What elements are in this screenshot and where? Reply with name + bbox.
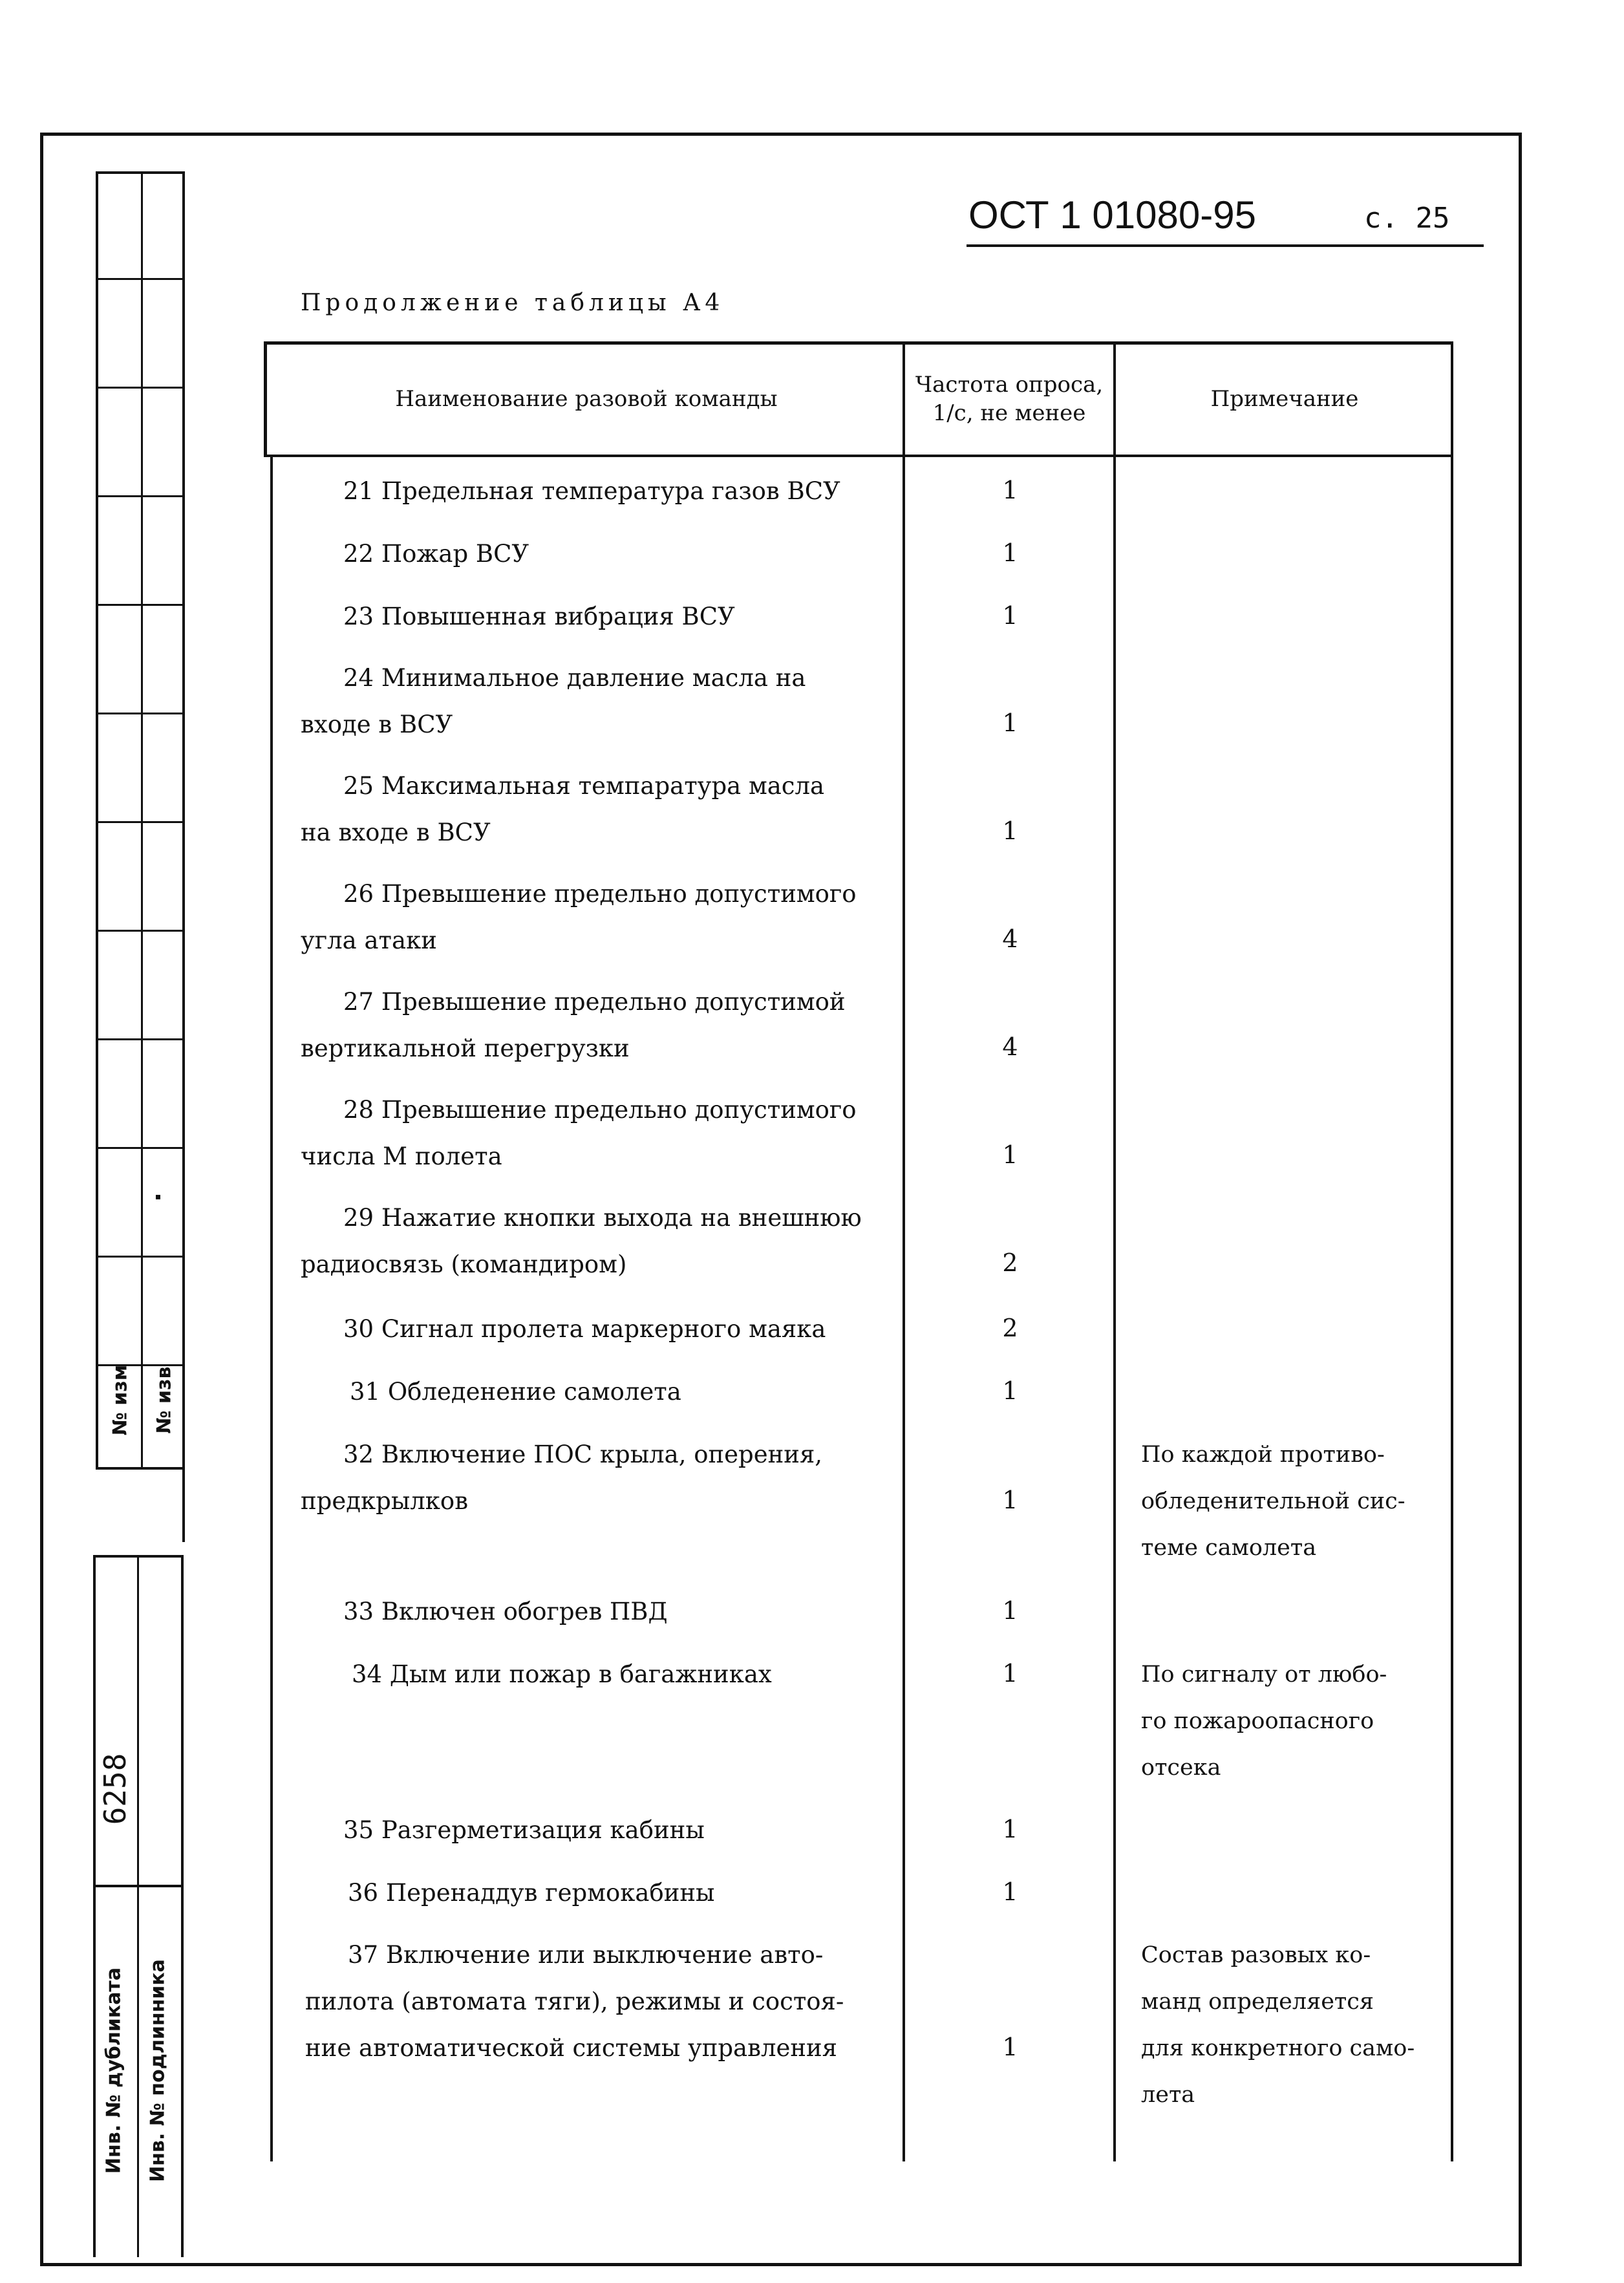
stamp-line: [96, 171, 98, 1467]
row-frequency: 1: [1002, 1141, 1018, 1169]
stamp-line: [96, 278, 182, 280]
stamp-line: [96, 387, 182, 389]
row-command-text: 31 Обледенение самолета: [350, 1378, 681, 1406]
row-frequency: 1: [1002, 1815, 1018, 1843]
row-frequency: 1: [1002, 1878, 1018, 1906]
row-frequency: 1: [1002, 1486, 1018, 1514]
row-command-text: 37 Включение или выключение авто- пилота (автомата тяги), режимы и состоя- ние автоматической системы управления: [305, 1941, 844, 2062]
row-frequency: 4: [1002, 925, 1018, 953]
row-command-text: 32 Включение ПОС крыла, оперения, предкрылков: [301, 1441, 823, 1515]
stamp-line: [93, 1555, 181, 1558]
stamp-line: [181, 1555, 184, 2257]
row-command-text: 35 Разгерметизация кабины: [343, 1816, 705, 1844]
row-command-text: 28 Превышение предельно допустимого числа М полета: [301, 1096, 857, 1170]
stamp-line: [96, 604, 182, 606]
stamp-line: [96, 1467, 182, 1470]
stamp-line: [96, 171, 182, 174]
row-frequency: 1: [1002, 2033, 1018, 2061]
row-command-text: 33 Включен обогрев ПВД: [343, 1598, 668, 1625]
row-command-text: 29 Нажатие кнопки выхода на внешнюю радиосвязь (командиром): [301, 1204, 862, 1278]
row-command-text: 23 Повышенная вибрация ВСУ: [343, 603, 735, 630]
row-command-text: 22 Пожар ВСУ: [343, 540, 529, 568]
row-frequency: 1: [1002, 1596, 1018, 1625]
stamp-line: [137, 1555, 139, 2257]
table-left-border: [264, 341, 267, 455]
stamp-line: [182, 171, 185, 1542]
stamp-line: [96, 1038, 182, 1040]
row-note: Состав разовых ко- манд определяется для конкретного само- лета: [1141, 1942, 1415, 2108]
row-frequency: 1: [1002, 539, 1018, 567]
stamp-line: [93, 1885, 181, 1887]
header-underline: [967, 244, 1484, 247]
stamp-izv-label: № изв: [153, 1366, 176, 1434]
stamp-dot-mark: [156, 1195, 160, 1199]
row-command-text: 21 Предельная температура газов ВСУ: [343, 477, 840, 505]
table-header-border: [264, 455, 1453, 457]
column-header-note: Примечание: [1210, 385, 1359, 412]
stamp-line: [96, 930, 182, 932]
table-caption: Продолжение таблицы А4: [301, 290, 725, 316]
row-frequency: 1: [1002, 817, 1018, 845]
row-command-text: 27 Превышение предельно допустимой вертикальной перегрузки: [301, 988, 846, 1062]
row-frequency: 1: [1002, 1659, 1018, 1688]
stamp-line: [141, 171, 143, 1467]
row-command-text: 30 Сигнал пролета маркерного маяка: [343, 1315, 826, 1343]
stamp-line: [96, 713, 182, 714]
table-left-border: [270, 455, 273, 2161]
table-right-border: [1451, 341, 1453, 2161]
row-frequency: 2: [1002, 1249, 1018, 1277]
page-number: с. 25: [1364, 202, 1450, 235]
row-command-text: 26 Превышение предельно допустимого угла атаки: [301, 880, 857, 954]
stamp-dublikat-label: Инв. № дубликата: [102, 1967, 125, 2174]
stamp-podlinnik-label: Инв. № подлинника: [146, 1959, 169, 2182]
row-frequency: 1: [1002, 601, 1018, 630]
row-frequency: 1: [1002, 709, 1018, 737]
stamp-line: [96, 495, 182, 497]
stamp-line: [96, 1147, 182, 1149]
row-frequency: 2: [1002, 1314, 1018, 1342]
stamp-izm-label: № изм: [109, 1364, 132, 1436]
column-header-command: Наименование разовой команды: [395, 385, 778, 412]
row-command-text: 24 Минимальное давление масла на входе в ВСУ: [301, 664, 806, 738]
row-frequency: 1: [1002, 476, 1018, 504]
stamp-line: [96, 821, 182, 823]
stamp-line: [93, 1555, 96, 2257]
stamp-line: [96, 1256, 182, 1258]
row-frequency: 4: [1002, 1033, 1018, 1061]
column-header-frequency: Частота опроса, 1/с, не менее: [915, 371, 1104, 426]
row-note: По сигналу от любо- го пожароопасного отсека: [1141, 1662, 1387, 1781]
row-note: По каждой противо- обледенительной сис- теме самолета: [1141, 1442, 1405, 1561]
row-command-text: 25 Максимальная темпаратура масла на входе в ВСУ: [301, 772, 825, 846]
podlinnik-number: 6258: [98, 1753, 133, 1825]
document-code: ОСТ 1 01080-95: [968, 193, 1256, 237]
row-command-text: 34 Дым или пожар в багажниках: [352, 1660, 772, 1688]
row-frequency: 1: [1002, 1377, 1018, 1405]
row-command-text: 36 Перенаддув гермокабины: [348, 1879, 715, 1907]
